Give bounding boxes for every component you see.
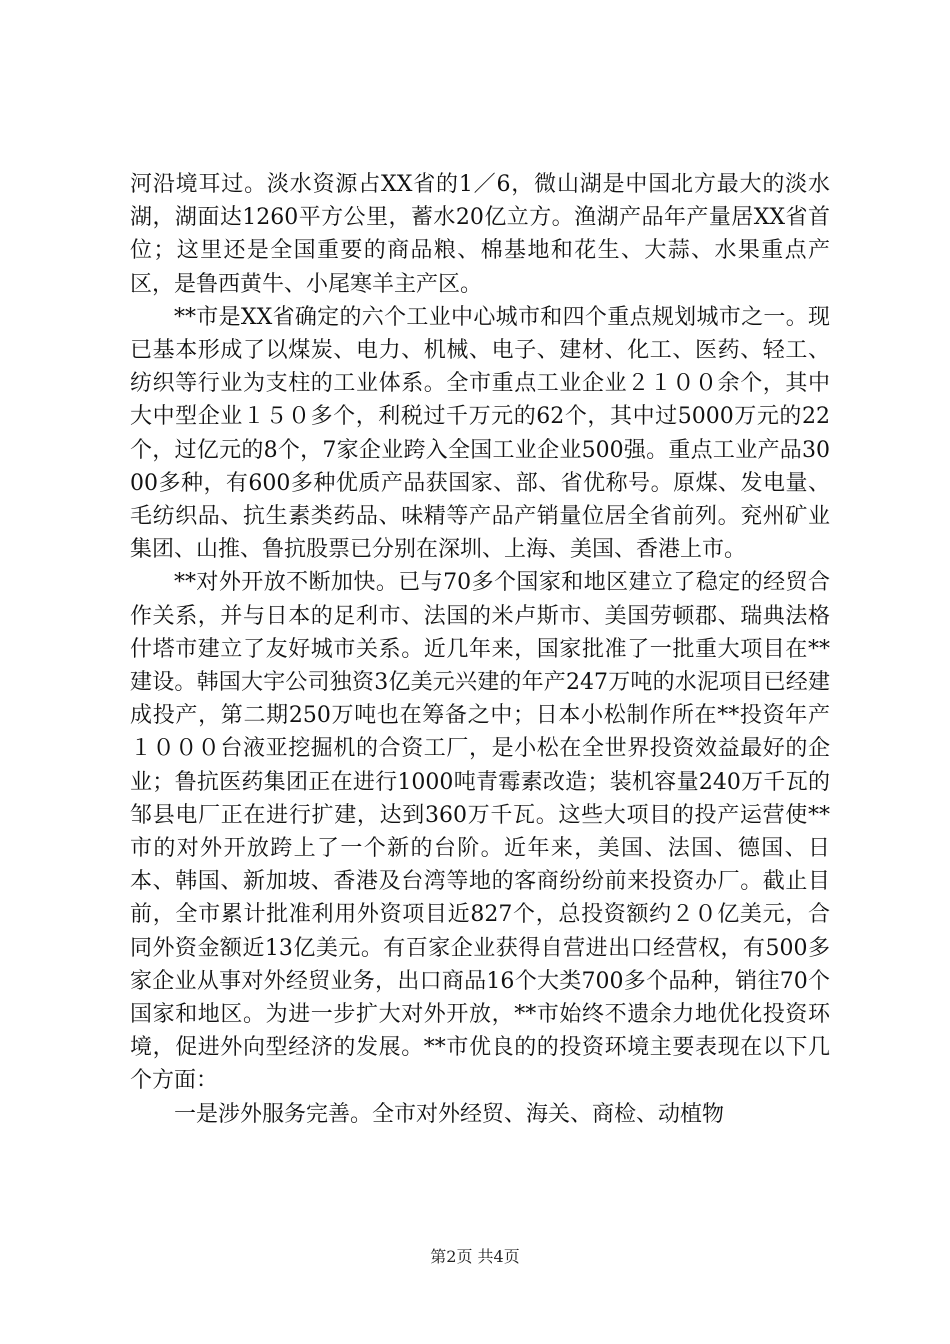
paragraph-2: **市是XX省确定的六个工业中心城市和四个重点规划城市之一。现已基本形成了以煤炭、电力、机械、电子、建材、化工、医药、轻工、纺织等行业为支柱的工业体系。全市重点工业企业２１００余个，其中大中型企业１５０多个，利税过千万元的62个，其中过5000万元的22个，过亿元的8个，7家企业跨入全国工业企业500强。重点工业产品3000多种，有600多种优质产品获国家、部、省优称号。原煤、发电量、毛纺织品、抗生素类药品、味精等产品产销量位居全省前列。兖州矿业集团、山推、鲁抗股票已分别在深圳、上海、美国、香港上市。 xyxy=(130,304,830,563)
paragraph-3: **对外开放不断加快。已与70多个国家和地区建立了稳定的经贸合作关系，并与日本的足利市、法国的米卢斯市、美国劳顿郡、瑞典法格什塔市建立了友好城市关系。近几年来，国家批准了一批重大项目在**建设。韩国大宇公司独资3亿美元兴建的年产247万吨的水泥项目已经建成投产，第二期250万吨也在筹备之中；日本小松制作所在**投资年产１０００台液亚挖掘机的合资工厂，是小松在全世界投资效益最好的企业；鲁抗医药集团正在进行1000吨青霉素改造；装机容量240万千瓦的邹县电厂正在进行扩建，达到360万千瓦。这些大项目的投产运营使**市的对外开放跨上了一个新的台阶。近年来，美国、法国、德国、日本、韩国、新加坡、香港及台湾等地的客商纷纷前来投资办厂。截止目前，全市累计批准利用外资项目近827个，总投资额约２０亿美元，合同外资金额近13亿美元。有百家企业获得自营进出口经营权，有500多家企业从事对外经贸业务，出口商品16个大类700多个品种，销往70个国家和地区。为进一步扩大对外开放，**市始终不遗余力地优化投资环境，促进外向型经济的发展。**市优良的的投资环境主要表现在以下几个方面： xyxy=(130,570,830,1094)
document-body xyxy=(130,168,830,1131)
page-number-footer: 第2页 共4页 xyxy=(430,1247,520,1266)
paragraph-1: 河沿境耳过。淡水资源占XX省的1／6，微山湖是中国北方最大的淡水湖，湖面达1260平方公里，蓄水20亿立方。渔湖产品年产量居XX省首位；这里还是全国重要的商品粮、棉基地和花生、大蒜、水果重点产区，是鲁西黄牛、小尾寒羊主产区。 xyxy=(130,172,830,297)
paragraph-4: 一是涉外服务完善。全市对外经贸、海关、商检、动植物 xyxy=(174,1101,725,1127)
